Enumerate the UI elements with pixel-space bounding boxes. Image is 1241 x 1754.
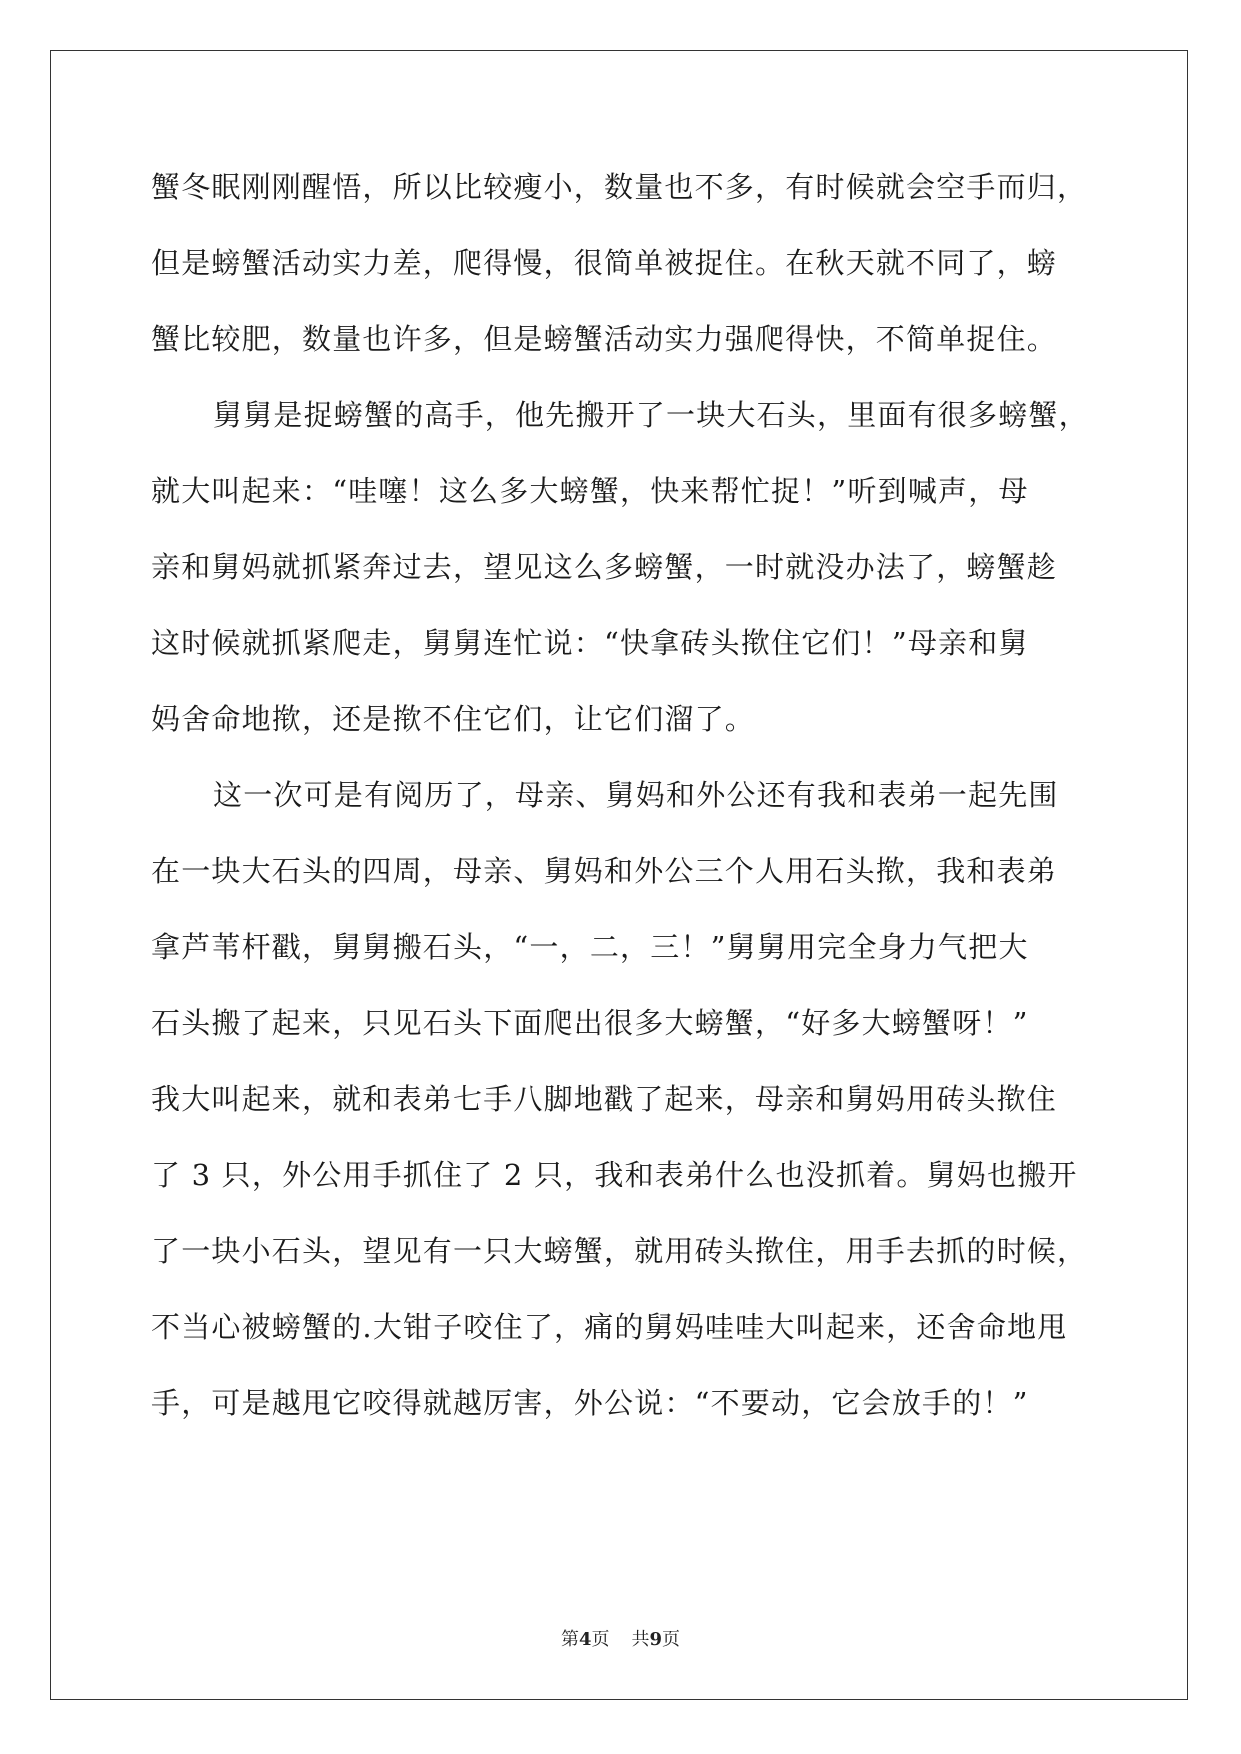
text-line: 就大叫起来：“哇噻！这么多大螃蟹，快来帮忙捉！”听到喊声，母: [151, 474, 1029, 508]
text-line: 不当心被螃蟹的.大钳子咬住了，痛的舅妈哇哇大叫起来，还舍命地甩: [151, 1310, 1068, 1344]
text-line: 我大叫起来，就和表弟七手八脚地戳了起来，母亲和舅妈用砖头揿住: [151, 1082, 1058, 1116]
page-prefix: 第: [560, 1629, 579, 1650]
paragraph-first-line: 这一次可是有阅历了，母亲、舅妈和外公还有我和表弟一起先围: [213, 778, 1059, 812]
text-line: 但是螃蟹活动实力差，爬得慢，很简单被捉住。在秋天就不同了，螃: [151, 246, 1058, 280]
current-page-number: 4: [578, 1629, 592, 1650]
paragraph-first-line: 舅舅是捉螃蟹的高手，他先搬开了一块大石头，里面有很多螃蟹，: [213, 398, 1089, 432]
total-suffix: 页: [662, 1629, 681, 1650]
total-prefix: 共: [631, 1629, 650, 1650]
text-line: 拿芦苇杆戳，舅舅搬石头，“一，二，三！”舅舅用完全身力气把大: [151, 930, 1029, 964]
text-line: 了 3 只，外公用手抓住了 2 只，我和表弟什么也没抓着。舅妈也搬开: [151, 1158, 1078, 1192]
text-line: 了一块小石头，望见有一只大螃蟹，就用砖头揿住，用手去抓的时候，: [151, 1234, 1088, 1268]
text-line: 这时候就抓紧爬走，舅舅连忙说：“快拿砖头揿住它们！”母亲和舅: [151, 626, 1029, 660]
page-suffix: 页: [591, 1629, 610, 1650]
text-line: 手，可是越甩它咬得就越厉害，外公说：“不要动，它会放手的！”: [151, 1386, 1029, 1420]
text-line: 石头搬了起来，只见石头下面爬出很多大螃蟹，“好多大螃蟹呀！”: [151, 1006, 1029, 1040]
text-line: 亲和舅妈就抓紧奔过去，望见这么多螃蟹，一时就没办法了，螃蟹趁: [151, 550, 1058, 584]
text-line: 妈舍命地揿，还是揿不住它们，让它们溜了。: [151, 702, 756, 736]
page-footer: [0, 1625, 1241, 1651]
text-line: 在一块大石头的四周，母亲、舅妈和外公三个人用石头揿，我和表弟: [151, 854, 1058, 888]
text-line: 蟹冬眠刚刚醒悟，所以比较瘦小，数量也不多，有时候就会空手而归，: [151, 170, 1088, 204]
text-line: 蟹比较肥，数量也许多，但是螃蟹活动实力强爬得快，不简单捉住。: [151, 322, 1058, 356]
total-page-number: 9: [649, 1629, 663, 1650]
